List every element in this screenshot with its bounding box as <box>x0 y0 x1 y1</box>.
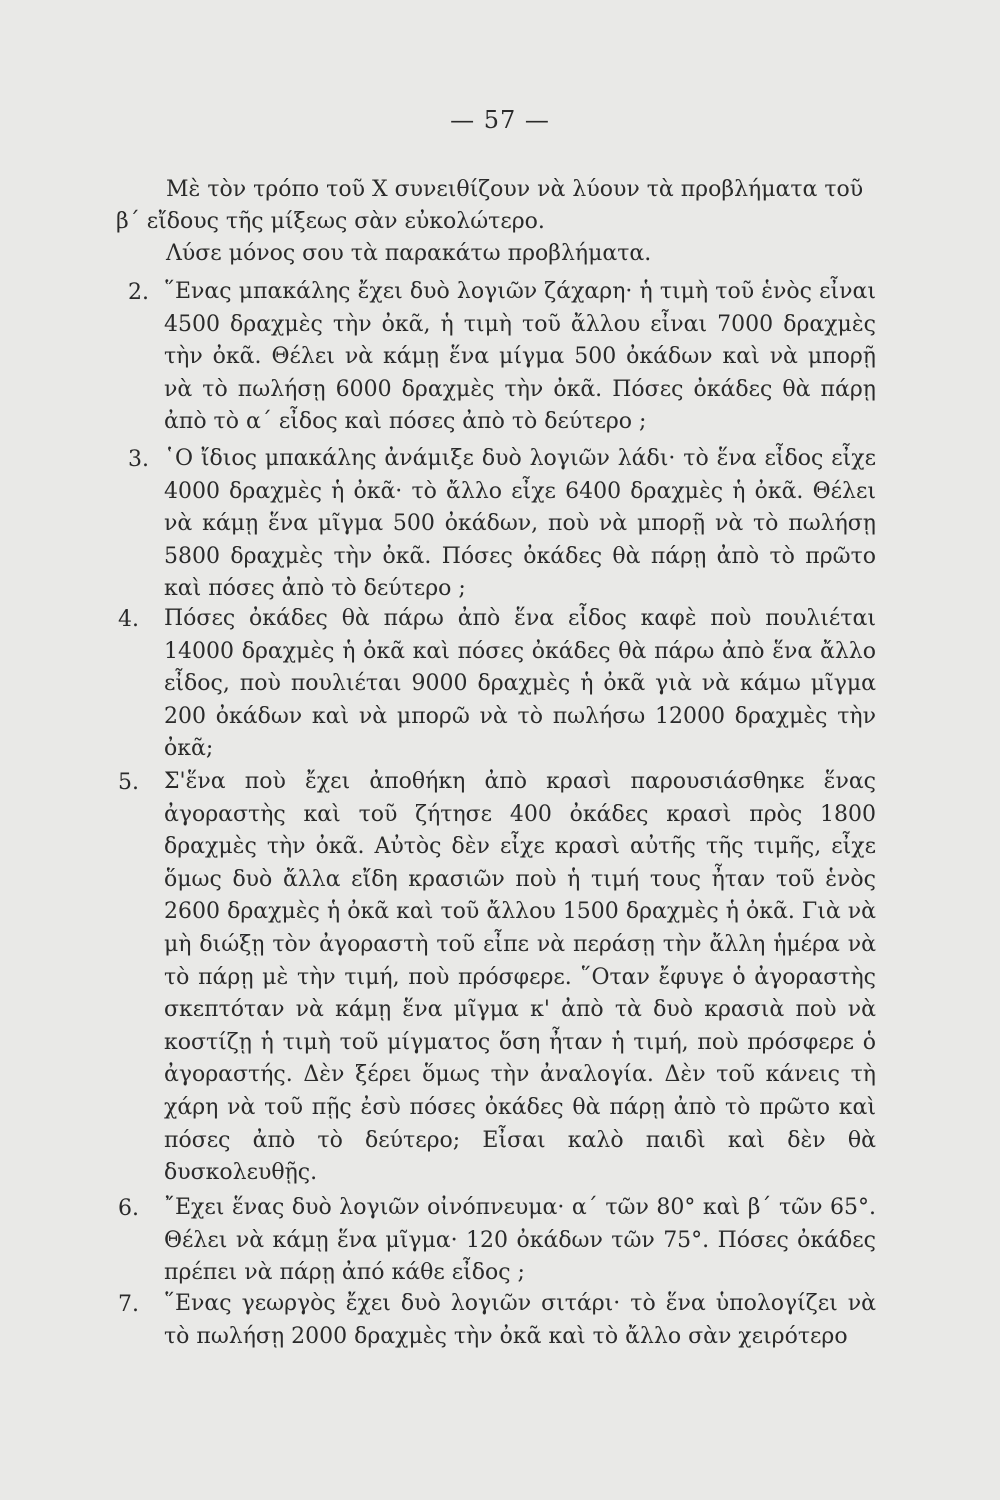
problem-text: Σ'ἕνα ποὺ ἔχει ἀποθήκη ἀπὸ κρασὶ παρουσιάσθηκε ἕνας ἀγοραστὴς καὶ τοῦ ζήτησε 400 ὀκάδες κρασὶ πρὸς 1800 δραχμὲς τὴν ὀκᾶ. Αὐτὸς δὲν εἶχε κρασὶ αὐτῆς τῆς τιμῆς, εἶχε ὅμως δυὸ ἄλλα εἴδη κρασιῶν ποὺ ἡ τιμή τους ἦταν τοῦ ἑνὸς 2600 δραχμὲς ἡ ὀκᾶ καὶ τοῦ ἄλλου 1500 δραχμὲς ἡ ὀκᾶ. Γιὰ νὰ μὴ διώξῃ τὸν ἀγοραστὴ τοῦ εἶπε νὰ περάσῃ τὴν ἄλλη ἡμέρα νὰ τὸ πάρῃ μὲ τὴν τιμή, ποὺ πρόσφερε. ῞Οταν ἔφυγε ὁ ἀγοραστὴς σκεπτόταν νὰ κάμῃ ἕνα μῖγμα κ' ἀπὸ τὰ δυὸ κρασιὰ ποὺ νὰ κοστίζῃ ἡ τιμὴ τοῦ μίγματος ὅση ἦταν ἡ τιμή, ποὺ πρόσφερε ὁ ἀγοραστής. Δὲν ξέρει ὅμως τὴν ἀναλογία. Δὲν τοῦ κάνεις τὴ χάρη νὰ τοῦ πῇς ἐσὺ πόσες ὀκάδες θὰ πάρῃ ἀπὸ τὸ πρῶτο καὶ πόσες ἀπὸ τὸ δεύτερο; Εἶσαι καλὸ παιδὶ καὶ δὲν θὰ δυσκολευθῇς. <box>164 769 876 1186</box>
problem-number: 7. <box>118 1292 139 1317</box>
problem-text: ῾Ο ἴδιος μπακάλης ἀνάμιξε δυὸ λογιῶν λάδι· τὸ ἕνα εἶδος εἶχε 4000 δραχμὲς ἡ ὀκᾶ· τὸ ἄλλο εἶχε 6400 δραχμὲς ἡ ὀκᾶ. Θέλει νὰ κάμῃ ἕνα μῖγμα 500 ὀκάδων, ποὺ νὰ μπορῇ νὰ τὸ πωλήσῃ 5800 δραχμὲς τὴν ὀκᾶ. Πόσες ὀκάδες θὰ πάρῃ ἀπὸ τὸ πρῶτο καὶ πόσες ἀπὸ τὸ δεύτερο ; <box>164 446 876 602</box>
problem-3 <box>118 443 878 603</box>
problem-2 <box>118 276 878 438</box>
page-number: — 57 — <box>450 106 550 134</box>
intro-line-2: β΄ εἴδους τῆς μίξεως σὰν εὐκολώτερο. <box>116 209 545 234</box>
problem-number: 3. <box>128 447 149 472</box>
problem-7 <box>118 1288 878 1358</box>
intro-line-3: Λύσε μόνος σου τὰ παρακάτω προβλήματα. <box>166 241 652 266</box>
problem-text: Πόσες ὀκάδες θὰ πάρω ἀπὸ ἕνα εἶδος καφὲ ποὺ πουλιέται 14000 δραχμὲς ἡ ὀκᾶ καὶ πόσες ὀκάδες θὰ πάρω ἀπὸ ἕνα ἄλλο εἶδος, ποὺ πουλιέται 9000 δραχμὲς ἡ ὀκᾶ γιὰ νὰ κάμω μῖγμα 200 ὀκάδων καὶ νὰ μπορῶ νὰ τὸ πωλήσω 12000 δραχμὲς τὴν ὀκᾶ; <box>164 606 876 762</box>
problem-text: ῞Ενας μπακάλης ἔχει δυὸ λογιῶν ζάχαρη· ἡ τιμὴ τοῦ ἑνὸς εἶναι 4500 δραχμὲς τὴν ὀκᾶ, ἡ τιμὴ τοῦ ἄλλου εἶναι 7000 δραχμὲς τὴν ὀκᾶ. Θέλει νὰ κάμῃ ἕνα μίγμα 500 ὀκάδων καὶ νὰ μπορῇ νὰ τὸ πωλήσῃ 6000 δραχμὲς τὴν ὀκᾶ. Πόσες ὀκάδες θὰ πάρῃ ἀπὸ τὸ α΄ εἶδος καὶ πόσες ἀπὸ τὸ δεύτερο ; <box>164 279 876 435</box>
problem-number: 4. <box>118 607 139 632</box>
problem-number: 6. <box>118 1196 139 1221</box>
problem-text: ῞Ενας γεωργὸς ἔχει δυὸ λογιῶν σιτάρι· τὸ ἕνα ὑπολογίζει νὰ τὸ πωλήσῃ 2000 δραχμὲς τὴν ὀκᾶ καὶ τὸ ἄλλο σὰν χειρότερο <box>164 1291 876 1349</box>
problem-5 <box>118 766 878 1186</box>
intro-line-1: Μὲ τὸν τρόπο τοῦ Χ συνειθίζουν νὰ λύουν τὰ προβλήματα τοῦ <box>166 177 864 202</box>
problem-number: 5. <box>118 770 139 795</box>
problem-number: 2. <box>128 280 149 305</box>
problem-6 <box>118 1192 878 1292</box>
problem-text: ῎Εχει ἕνας δυὸ λογιῶν οἰνόπνευμα· α΄ τῶν 80° καὶ β΄ τῶν 65°. Θέλει νὰ κάμῃ ἕνα μῖγμα· 120 ὀκάδων τῶν 75°. Πόσες ὀκάδες πρέπει νὰ πάρῃ ἀπό κάθε εἶδος ; <box>164 1195 876 1286</box>
problem-4 <box>118 603 878 765</box>
